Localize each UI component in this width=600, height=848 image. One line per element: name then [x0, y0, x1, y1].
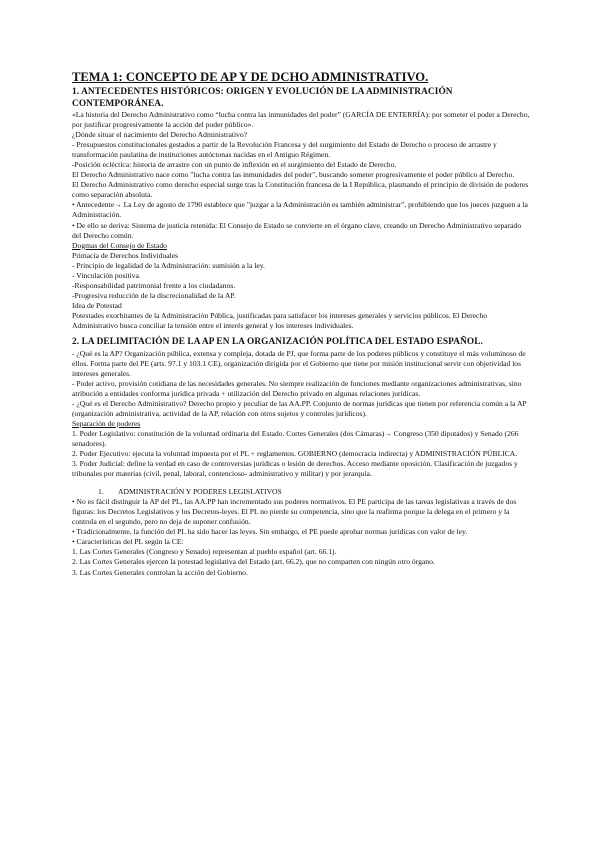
bullet-paragraph: • De ello se deriva: Sistema de justicia retenida: El Consejo de Estado se convierte en el órgano clave, creando un Derecho Administrativo separado del Derecho común. [72, 220, 522, 240]
document-page [72, 70, 530, 578]
paragraph: - ¿Qué es la AP? Organización pública, extensa y compleja, dotada de PJ, que forma parte de los poderes públicos y constituye el más voluminoso de ellos. Forma parte del PE (arts. 97.1 y 103.1 CE), organización dirigida por el Gobierno que tiene por misión institucional servir con objetividad los intereses generales. [72, 348, 526, 378]
paragraph: -Posición ecléctica: historia de arrastre con un punto de inflexión en el surgimiento del Estado de Derecho. [72, 160, 397, 170]
bullet-paragraph: • No es fácil distinguir la AP del PL, las AA.PP han incrementado sus poderes normativos. El PE participa de las tareas legislativas a través de dos figuras: los Decretos Legislativos y los Decretos-leyes. El PL no pierde su competencia, sino que la reafirma porque la delega en el primero y la controla en el segundo, pero no deja de suponer confusión. [72, 497, 517, 527]
list-item: - Principio de legalidad de la Administración: sumisión a la ley. [72, 260, 265, 270]
bullet-paragraph: • Antecedente→ La Ley de agosto de 1790 establece que "juzgar a la Administración es también administrar", prohibiendo que los jueces juzguen a la Administración. [72, 200, 528, 220]
paragraph: Potestades exorbitantes de la Administración Pública, justificadas para satisfacer los intereses generales y servicios públicos. El Derecho Administrativo busca conciliar la tensión entre el interés general y los intereses individuales. [72, 310, 487, 330]
document-title: TEMA 1: CONCEPTO DE AP Y DE DCHO ADMINISTRATIVO. [72, 70, 429, 84]
section-heading-antecedentes: 1. ANTECEDENTES HISTÓRICOS: ORIGEN Y EVOLUCIÓN DE LA ADMINISTRACIÓN CONTEMPORÁNEA. [72, 87, 453, 109]
paragraph: «La historia del Derecho Administrativo como “lucha contra las inmunidades del poder” (GARCÍA DE ENTERRÍA): por someter el poder a Derecho, por justificar progresivamente la acción del poder público». [72, 110, 530, 130]
subheading-separacion-poderes: Separación de poderes [72, 418, 141, 428]
list-item: Idea de Potestad [72, 300, 122, 310]
list-item: 3. Las Cortes Generales controlan la acción del Gobierno. [72, 567, 248, 577]
paragraph: El Derecho Administrativo nace como "lucha contra las inmunidades del poder", buscando someter progresivamente el poder público al Derecho. [72, 170, 515, 180]
paragraph: - Presupuestos constitucionales gestados a partir de la Revolución Francesa y del surgimiento del Estado de Derecho o proceso de arrastre y transformación paulatina de instituciones autóctonas nacidas en el Antiguo Régimen. [72, 140, 497, 160]
heading-number: 1. [98, 487, 104, 497]
list-item: -Progresiva reducción de la discrecionalidad de la AP. [72, 290, 236, 300]
paragraph: El Derecho Administrativo como derecho especial surge tras la Constitución francesa de la I República, plasmando el principio de división de poderes como separación absoluta. [72, 180, 529, 200]
bullet-paragraph: • Tradicionalmente, la función del PL ha sido hacer las leyes. Sin embargo, el PE puede aprobar normas jurídicas con valor de ley. [72, 527, 468, 537]
paragraph: - ¿Qué es el Derecho Administrativo? Derecho propio y peculiar de las AA.PP. Conjunto de normas jurídicas que tienen por referencia común a la AP (organización administrativa, actividad de la AP, relación con otros sujetos y controles jurídicos). [72, 398, 527, 418]
paragraph: - Poder activo, provisión cotidiana de las necesidades generales. No siempre realización de funciones mediante organizaciones administrativas, sino atribución a entidades conforma jurídica privada + utilización del Derecho privado en algunas relaciones jurídicas. [72, 378, 522, 398]
numbered-heading [72, 487, 530, 497]
subheading-dogmas: Dogmas del Consejo de Estado [72, 240, 167, 250]
list-item: 2. Poder Ejecutivo: ejecuta la voluntad impuesta por el PL + reglamentos. GOBIERNO (democracia indirecta) y ADMINISTRACIÓN PÚBLICA. [72, 449, 518, 458]
paragraph: ¿Dónde situar el nacimiento del Derecho Administrativo? [72, 130, 248, 140]
list-item: 2. Las Cortes Generales ejercen la potestad legislativa del Estado (art. 66.2), que no comparten con ningún otro órgano. [72, 557, 435, 567]
list-item: - Vinculación positiva. [72, 270, 141, 280]
bullet-paragraph: • Características del PL según la CE: [72, 537, 184, 547]
list-item: 3. Poder Judicial: define la verdad en caso de controversias jurídicas o lesión de derechos. Acceso mediante oposición. Clasificación de juzgados y tribunales por materias (civil, penal, laboral, contencioso- administrativo y militar) y por jerarquía. [72, 459, 518, 479]
list-item: Primacía de Derechos Individuales [72, 250, 179, 260]
list-item: 1. Poder Legislativo: constitución de la voluntad ordinaria del Estado. Cortes Generales (dos Cámaras)→ Congreso (350 diputados) y Senado (266 senadores). [72, 428, 519, 448]
list-item: 1. Las Cortes Generales (Congreso y Senado) representan al pueblo español (art. 66.1). [72, 547, 337, 557]
section-heading-delimitacion: 2. LA DELIMITACIÓN DE LA AP EN LA ORGANIZACIÓN POLÍTICA DEL ESTADO ESPAÑOL. [72, 337, 483, 348]
heading-text: ADMINISTRACIÓN Y PODERES LEGISLATIVOS [118, 487, 282, 497]
list-item: -Responsabilidad patrimonial frente a los ciudadanos. [72, 280, 236, 290]
